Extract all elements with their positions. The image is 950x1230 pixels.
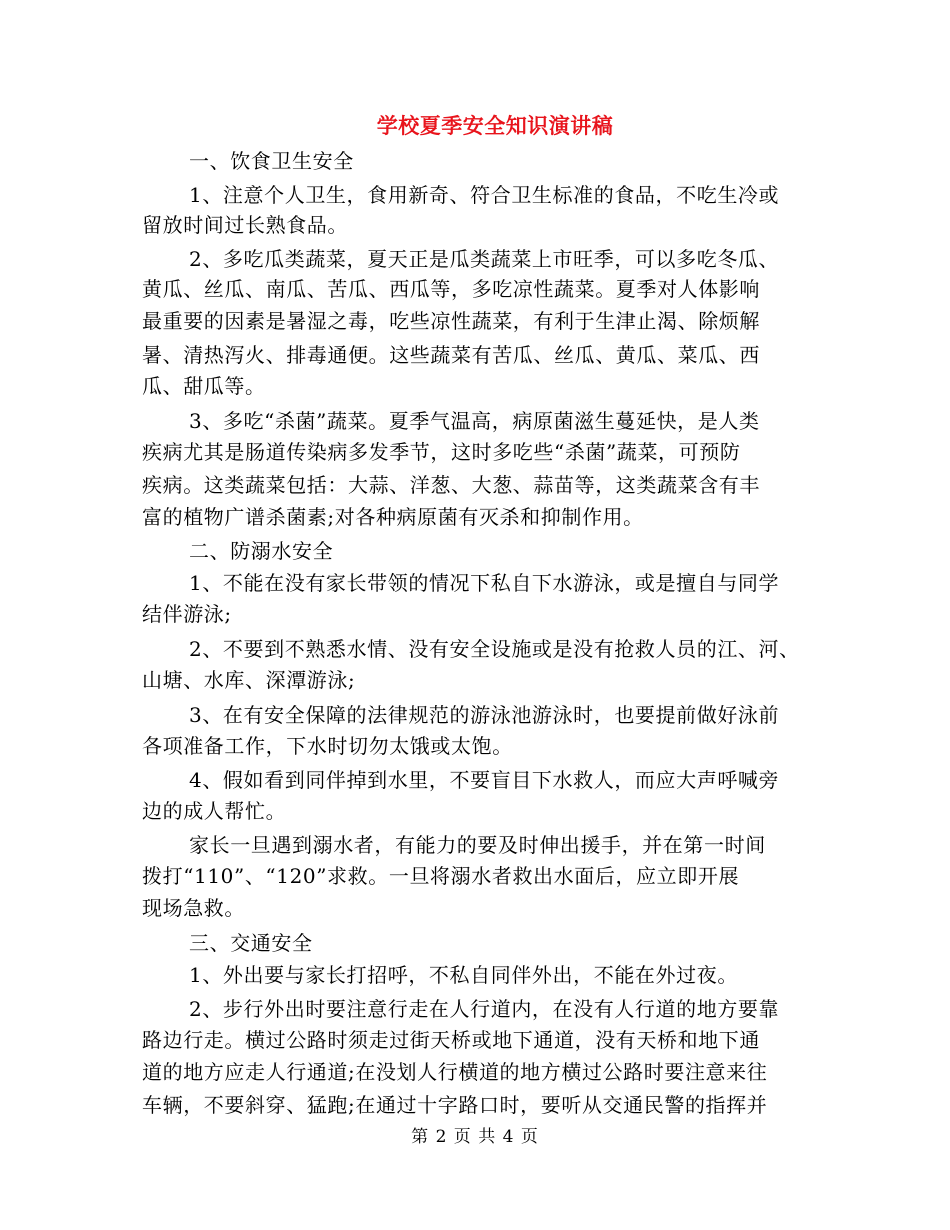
- paragraph-line: 道的地方应走人行通道;在没划人行横道的地方横过公路时要注意来往: [142, 1060, 768, 1084]
- paragraph-line: 3、多吃“杀菌”蔬菜。夏季气温高，病原菌滋生蔓延快，是人类: [189, 409, 760, 433]
- paragraph-line: 家长一旦遇到溺水者，有能力的要及时伸出援手，并在第一时间: [189, 833, 766, 857]
- paragraph-line: 1、不能在没有家长带领的情况下私自下水游泳，或是擅自与同学: [189, 571, 780, 595]
- paragraph-line: 暑、清热泻火、排毒通便。这些蔬菜有苦瓜、丝瓜、黄瓜、菜瓜、西: [142, 343, 760, 367]
- paragraph-line: 车辆，不要斜穿、猛跑;在通过十字路口时，要听从交通民警的指挥并: [142, 1093, 768, 1117]
- section-heading-drowning-safety: 二、防溺水安全: [189, 539, 334, 563]
- paragraph-line: 瓜、甜瓜等。: [142, 374, 266, 398]
- paragraph-line: 路边行走。横过公路时须走过街天桥或地下通道，没有天桥和地下通: [142, 1028, 760, 1052]
- paragraph-line: 现场急救。: [142, 896, 245, 920]
- section-heading-traffic-safety: 三、交通安全: [189, 931, 313, 955]
- paragraph-line: 疾病尤其是肠道传染病多发季节，这时多吃些“杀菌”蔬菜，可预防: [142, 440, 741, 464]
- paragraph-line: 结伴游泳;: [142, 602, 232, 626]
- paragraph-line: 2、不要到不熟悉水情、没有安全设施或是没有抢救人员的江、河、: [189, 637, 800, 661]
- paragraph-line: 2、步行外出时要注意行走在人行道内，在没有人行道的地方要靠: [189, 997, 780, 1021]
- paragraph-line: 最重要的因素是暑湿之毒，吃些凉性蔬菜，有利于生津止渴、除烦解: [142, 309, 760, 333]
- paragraph-line: 1、外出要与家长打招呼，不私自同伴外出，不能在外过夜。: [189, 963, 738, 987]
- paragraph-line: 山塘、水库、深潭游泳;: [142, 668, 356, 692]
- paragraph-line: 2、多吃瓜类蔬菜，夏天正是瓜类蔬菜上市旺季，可以多吃冬瓜、: [189, 247, 780, 271]
- paragraph-line: 1、注意个人卫生，食用新奇、符合卫生标准的食品，不吃生冷或: [189, 183, 780, 207]
- paragraph-line: 各项准备工作，下水时切勿太饿或太饱。: [142, 734, 513, 758]
- paragraph-line: 黄瓜、丝瓜、南瓜、苦瓜、西瓜等，多吃凉性蔬菜。夏季对人体影响: [142, 277, 760, 301]
- paragraph-line: 疾病。这类蔬菜包括：大蒜、洋葱、大葱、蒜苗等，这类蔬菜含有丰: [142, 473, 760, 497]
- paragraph-line: 3、在有安全保障的法律规范的游泳池游泳时，也要提前做好泳前: [189, 703, 780, 727]
- paragraph-line: 拨打“110”、“120”求救。一旦将溺水者救出水面后，应立即开展: [142, 864, 740, 888]
- page-number-footer: 第 2 页 共 4 页: [411, 1127, 539, 1147]
- section-heading-food-safety: 一、饮食卫生安全: [189, 149, 354, 173]
- document-title: 学校夏季安全知识演讲稿: [376, 114, 614, 138]
- paragraph-line: 4、假如看到同伴掉到水里，不要盲目下水救人，而应大声呼喊旁: [189, 768, 780, 792]
- paragraph-line: 富的植物广谱杀菌素;对各种病原菌有灭杀和抑制作用。: [142, 505, 644, 529]
- paragraph-line: 边的成人帮忙。: [142, 799, 287, 823]
- paragraph-line: 留放时间过长熟食品。: [142, 213, 348, 237]
